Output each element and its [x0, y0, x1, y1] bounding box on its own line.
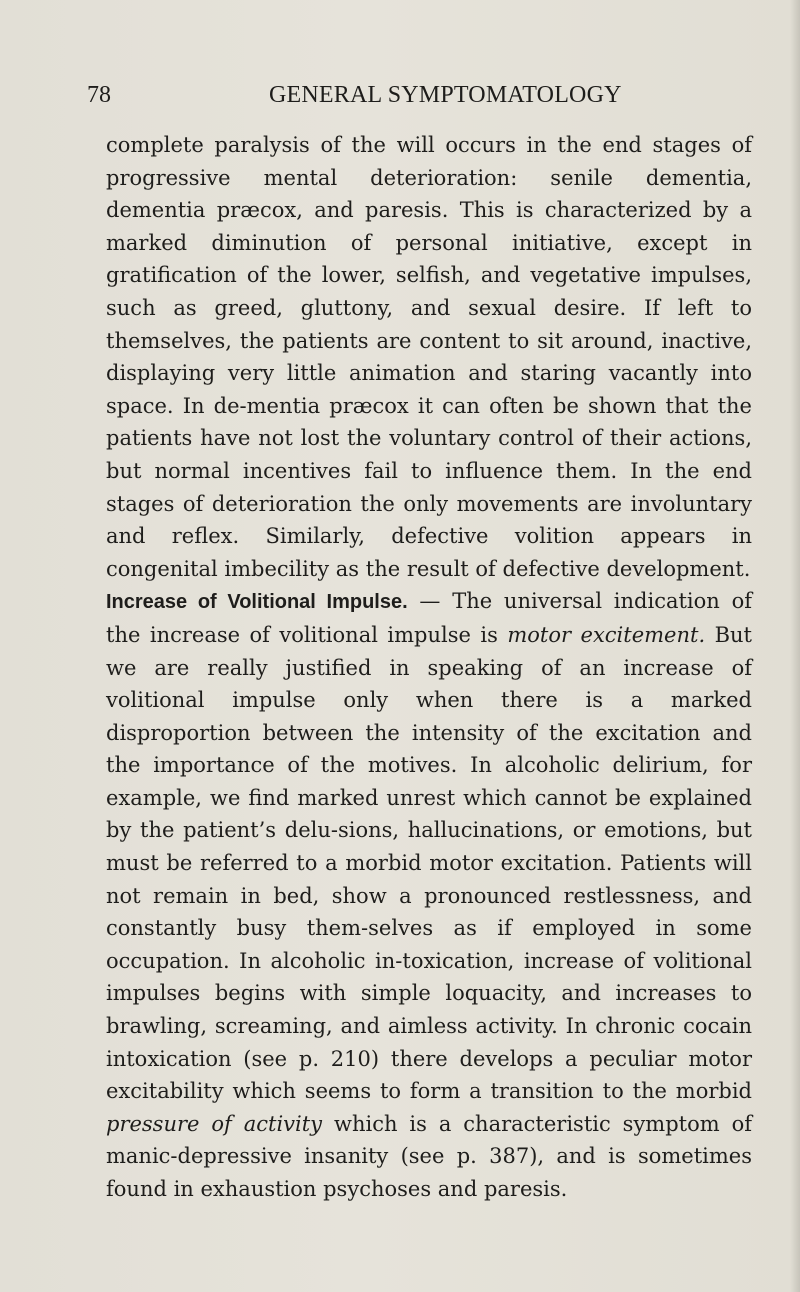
paragraph-lead-text: The universal indication of the increase of volitional impulse is	[106, 589, 752, 647]
section-heading: Increase of Volitional Impulse.	[106, 591, 408, 614]
page-header	[87, 78, 745, 112]
page-number: 78	[87, 82, 111, 108]
page-edge-shadow	[790, 0, 800, 1292]
emphasis-motor-excitement: motor excitement.	[507, 622, 706, 647]
emphasis-pressure-of-activity: pressure of activity	[106, 1111, 323, 1136]
paragraph-end-text: which is a characteristic symptom of manic-depressive insanity (see p. 387), and is sometimes found in exhaustion psychoses and paresis.	[106, 1111, 753, 1201]
paragraph-increase-of-volitional-impulse	[106, 585, 752, 1205]
running-head: GENERAL SYMPTOMATOLOGY	[269, 82, 622, 108]
page-body	[106, 129, 752, 1206]
heading-dash: —	[407, 589, 453, 614]
paragraph-complete-paralysis: complete paralysis of the will occurs in the end stages of progressive mental deterioration: senile dementia, dementia præcox, and paresis. This is characterized by a marked diminution of personal initiative, except in gratification of the lower, selfish, and vegetative impulses, such as greed, gluttony, and sexual desire. If left to themselves, the patients are content to sit around, inactive, displaying very little animation and staring vacantly into space. In de-mentia præcox it can often be shown that the patients have not lost the voluntary control of their actions, but normal incentives fail to influence them. In the end stages of deterioration the only movements are involuntary and reflex. Similarly, defective volition appears in congenital imbecility as the result of defective development.	[106, 133, 752, 581]
paragraph-middle-text: But we are really justified in speaking of an increase of volitional impulse only when there is a marked disproportion between the intensity of the excitation and the importance of the motives. In alcoholic delirium, for example, we find marked unrest which cannot be explained by the patient’s delu-sions, hallucinations, or emotions, but must be referred to a morbid motor excitation. Patients will not remain in bed, show a pronounced restlessness, and constantly busy them-selves as if employed in some occupation. In alcoholic in-toxication, increase of volitional impulses begins with simple loquacity, and increases to brawling, screaming, and aimless activity. In chronic cocain intoxication (see p. 210) there develops a peculiar motor excitability which seems to form a transition to the morbid	[106, 622, 752, 1104]
